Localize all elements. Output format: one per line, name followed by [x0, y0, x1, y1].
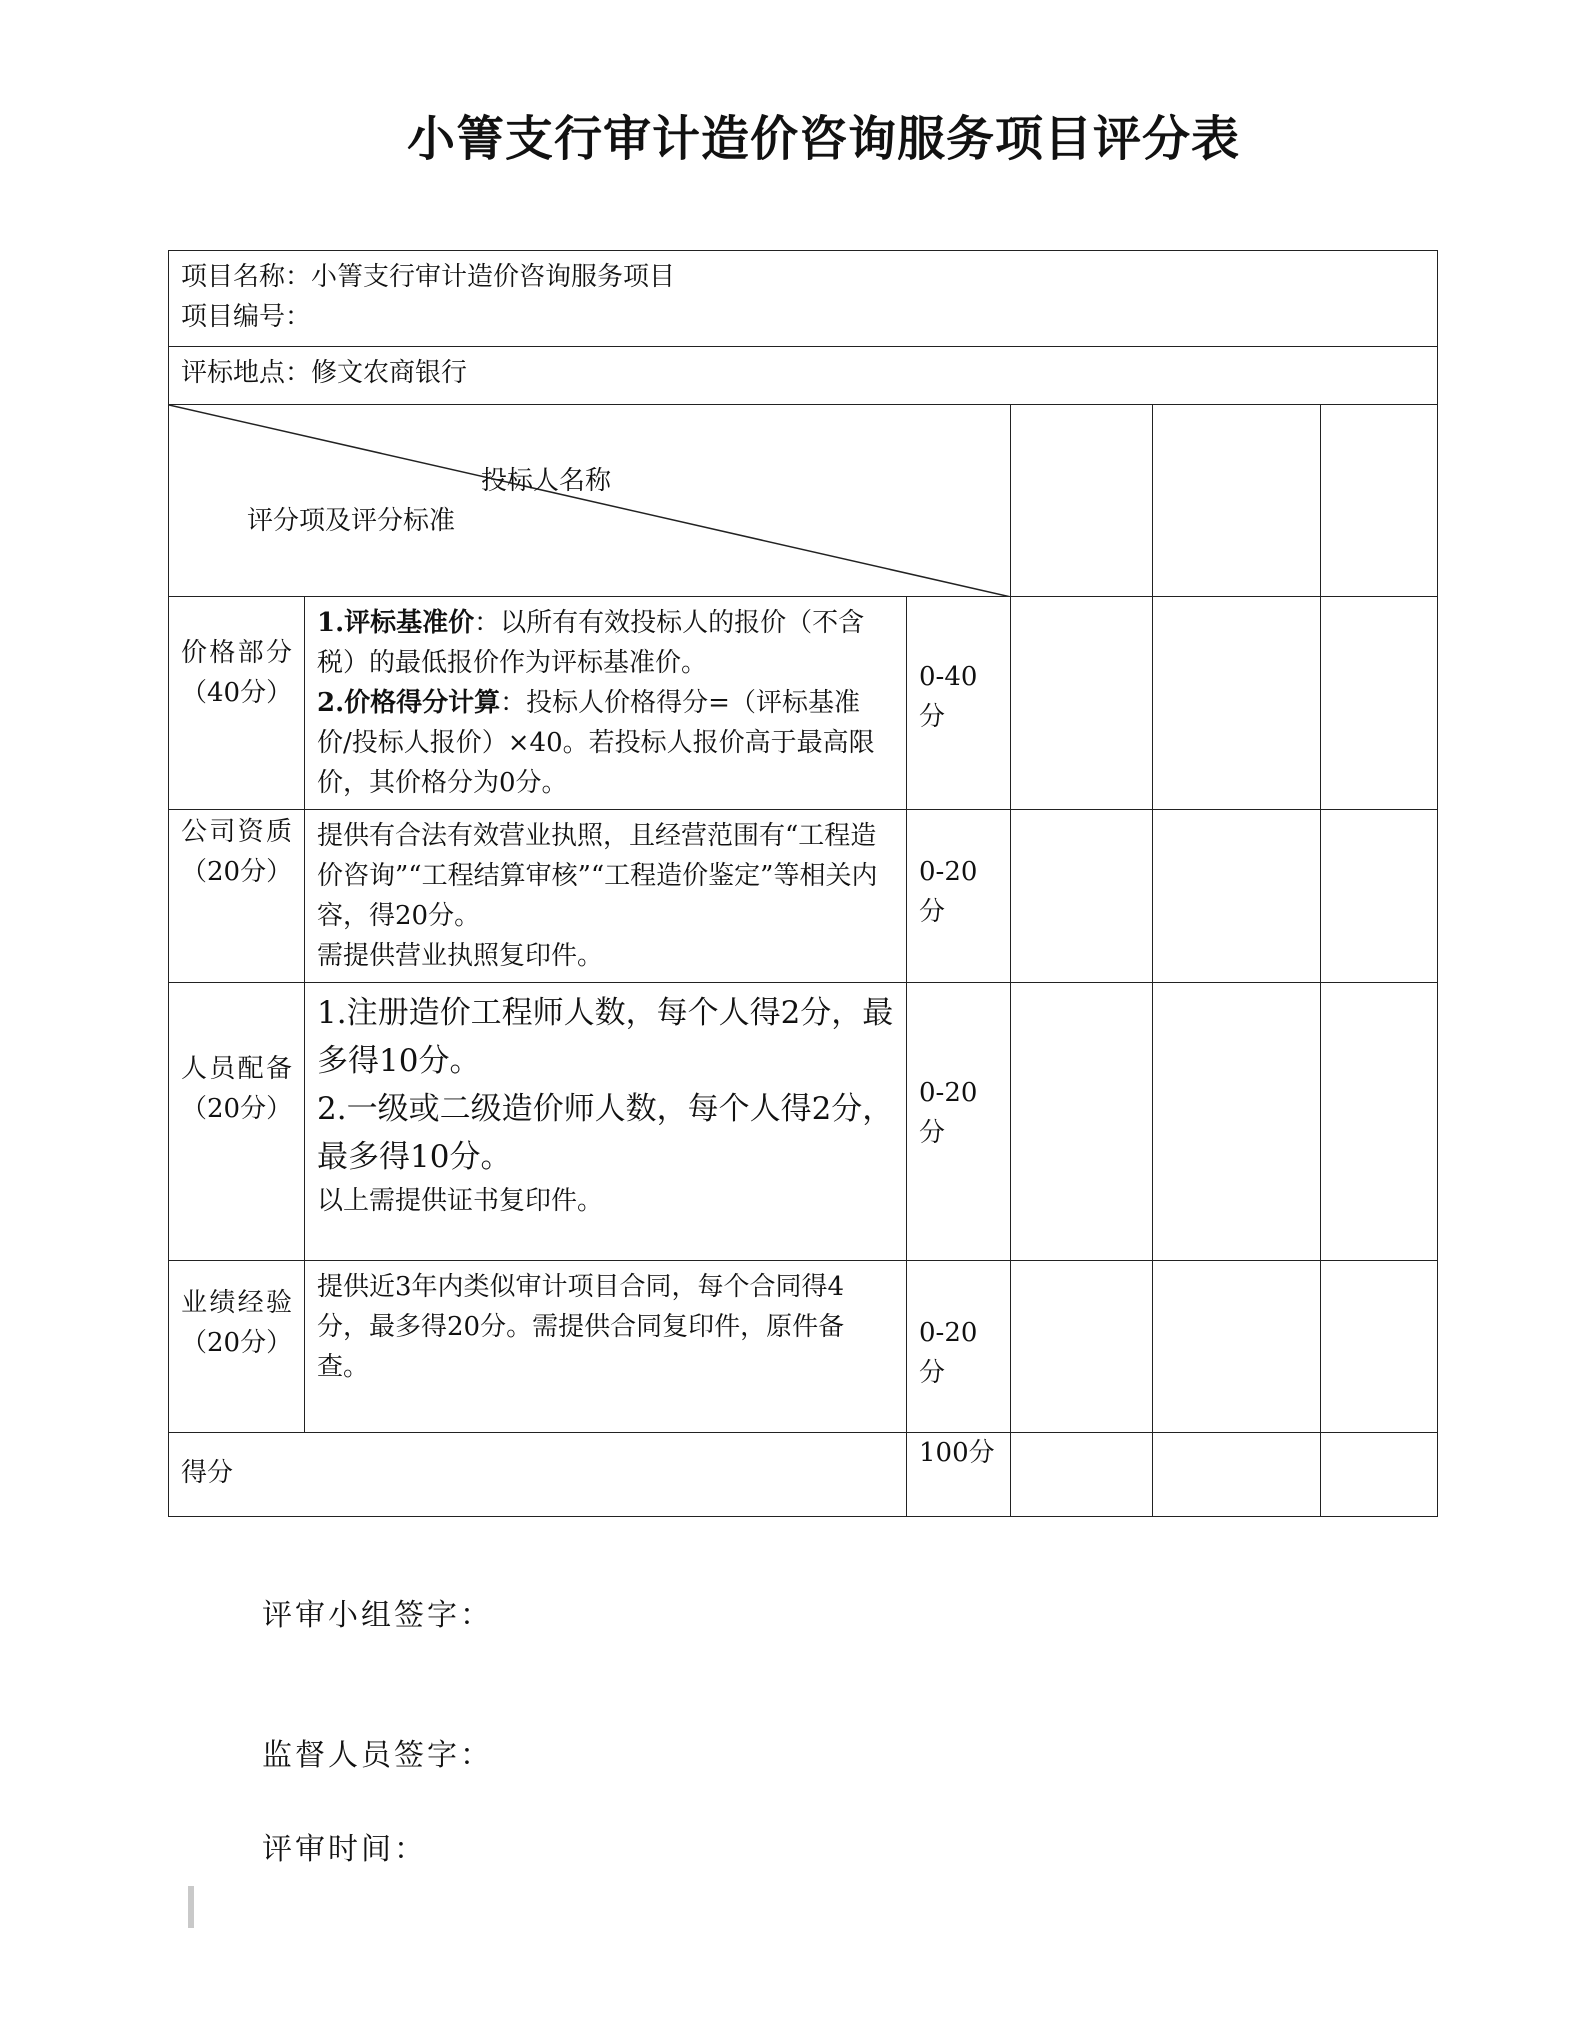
review-time-label: 评审时间：: [262, 1832, 427, 1867]
bidder-1-header[interactable]: [1011, 405, 1153, 597]
performance-score-bidder-1[interactable]: [1011, 1261, 1153, 1433]
price-criteria-text-2: ：投标人价格得分=（评标基准价/投标人报价）×40。若投标人报价高于最高限价，其价格分为0分。: [317, 688, 875, 798]
price-score-bidder-2[interactable]: [1153, 597, 1321, 810]
price-range: 0-40分: [907, 597, 1011, 810]
performance-criteria: [305, 1261, 907, 1433]
document-title: 小箐支行审计造价咨询服务项目评分表: [406, 111, 1240, 167]
staffing-criteria-line-1: 1.注册造价工程师人数，每个人得2分，最多得10分。: [317, 995, 894, 1079]
performance-range: 0-20分: [907, 1261, 1011, 1433]
project-info-row: [169, 251, 1438, 347]
price-score-bidder-3[interactable]: [1321, 597, 1438, 810]
price-criteria: [305, 597, 907, 810]
staffing-range: 0-20分: [907, 983, 1011, 1261]
bidder-2-header[interactable]: [1153, 405, 1321, 597]
staffing-score-bidder-1[interactable]: [1011, 983, 1153, 1261]
staffing-category: 人员配备（20分）: [169, 983, 305, 1261]
bidder-name-label: 投标人名称: [481, 466, 612, 496]
price-score-bidder-1[interactable]: [1011, 597, 1153, 810]
qualification-score-bidder-1[interactable]: [1011, 810, 1153, 983]
price-category: 价格部分（40分）: [169, 597, 305, 810]
qualification-category: 公司资质（20分）: [169, 810, 305, 983]
total-score-bidder-3[interactable]: [1321, 1433, 1438, 1517]
header-row: [169, 405, 1438, 597]
price-row: [169, 597, 1438, 810]
staffing-score-bidder-3[interactable]: [1321, 983, 1438, 1261]
supervisor-signature-label: 监督人员签字：: [262, 1738, 493, 1773]
panel-signature-label: 评审小组签字：: [262, 1598, 493, 1633]
total-row: [169, 1433, 1438, 1517]
qualification-range: 0-20分: [907, 810, 1011, 983]
criteria-label: 评分项及评分标准: [247, 506, 456, 536]
staffing-criteria: [305, 983, 907, 1261]
qualification-criteria-line-2: 需提供营业执照复印件。: [317, 941, 604, 971]
qualification-score-bidder-2[interactable]: [1153, 810, 1321, 983]
performance-score-bidder-2[interactable]: [1153, 1261, 1321, 1433]
price-criteria-text-1: ：以所有有效投标人的报价（不含税）的最低报价作为评标基准价。: [317, 608, 865, 678]
qualification-row: [169, 810, 1438, 983]
price-criteria-lead-2: 2.价格得分计算: [317, 688, 501, 718]
staffing-criteria-line-2: 2.一级或二级造价师人数，每个人得2分，最多得10分。: [317, 1091, 894, 1175]
project-info-cell: [169, 251, 1438, 347]
qualification-criteria: [305, 810, 907, 983]
performance-criteria-line-1: 提供近3年内类似审计项目合同，每个合同得4分，最多得20分。需提供合同复印件，原件备查。: [317, 1272, 845, 1382]
staffing-score-bidder-2[interactable]: [1153, 983, 1321, 1261]
staffing-row: [169, 983, 1438, 1261]
performance-score-bidder-3[interactable]: [1321, 1261, 1438, 1433]
total-range: 100分: [907, 1433, 1011, 1517]
performance-category: 业绩经验（20分）: [169, 1261, 305, 1433]
total-label: 得分: [169, 1433, 907, 1517]
place-row: [169, 347, 1438, 405]
project-name: 项目名称：小箐支行审计造价咨询服务项目: [181, 262, 676, 292]
price-criteria-lead-1: 1.评标基准价: [317, 608, 475, 638]
score-table: [168, 250, 1438, 1517]
price-criteria-line-1: [317, 603, 894, 683]
diagonal-header-cell: [169, 405, 1011, 597]
text-cursor: [188, 1886, 194, 1928]
qualification-criteria-line-1: 提供有合法有效营业执照，且经营范围有“工程造价咨询”“工程结算审核”“工程造价鉴定”等相关内容，得20分。: [317, 821, 878, 931]
performance-row: [169, 1261, 1438, 1433]
total-score-bidder-2[interactable]: [1153, 1433, 1321, 1517]
total-score-bidder-1[interactable]: [1011, 1433, 1153, 1517]
price-criteria-line-2: [317, 683, 894, 803]
staffing-criteria-line-3: 以上需提供证书复印件。: [317, 1186, 604, 1216]
project-number: 项目编号：: [181, 302, 312, 332]
place-cell: 评标地点：修文农商银行: [169, 347, 1438, 405]
bidder-3-header[interactable]: [1321, 405, 1438, 597]
qualification-score-bidder-3[interactable]: [1321, 810, 1438, 983]
